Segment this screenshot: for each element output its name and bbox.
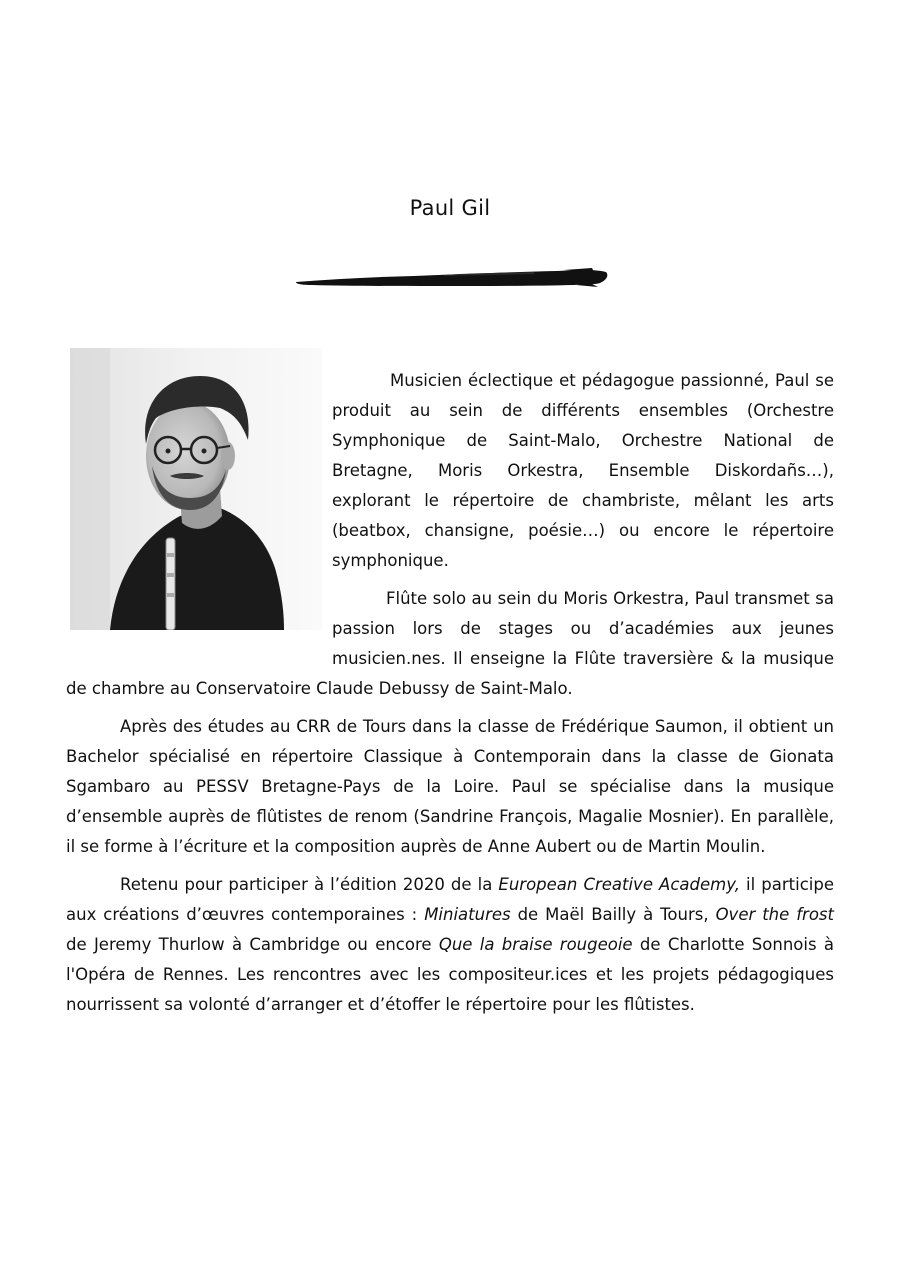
text-span: de Jeremy Thurlow à Cambridge ou encore <box>66 935 439 954</box>
portrait-photo <box>70 348 322 630</box>
biography-text <box>66 366 834 1028</box>
italic-title-que-la-braise: Que la braise rougeoie <box>438 935 633 954</box>
brush-stroke-divider <box>294 266 610 292</box>
page-title: Paul Gil <box>409 196 491 220</box>
text-span: de Charlotte Sonnois à l'Opéra de Rennes. Les rencontres avec les compositeur.ices et les projets pédagogiques nourrissent sa volonté d’arranger et d’étoffer le répertoire pour les flûtistes. <box>66 935 834 1014</box>
paragraph-studies: Après des études au CRR de Tours dans la classe de Frédérique Saumon, il obtient un Bachelor spécialisé en répertoire Classique à Contemporain dans la classe de Gionata Sgambaro au PESSV Bretagne-Pays de la Loire. Paul se spécialise dans la musique d’ensemble auprès de flûtistes de renom (Sandrine François, Magalie Mosnier). En parallèle, il se forme à l’écriture et la composition auprès de Anne Aubert ou de Martin Moulin. <box>66 717 834 856</box>
italic-title-miniatures: Miniatures <box>424 905 511 924</box>
text-span: Retenu pour participer à l’édition 2020 de la <box>120 875 499 894</box>
italic-title-over-the-frost: Over the frost <box>715 905 834 924</box>
italic-title-academy: European Creative Academy, <box>498 875 740 894</box>
paragraph-creations <box>66 870 834 1020</box>
text-span: il participe aux créations d’œuvres contemporaines : <box>66 875 834 924</box>
text-span: de Maël Bailly à Tours, <box>510 905 716 924</box>
paragraph-intro: Musicien éclectique et pédagogue passionné, Paul se produit au sein de différents ensembles (Orchestre Symphonique de Saint-Malo, Orchestre National de Bretagne, Moris Orkestra, Ensemble Diskordañs…), explorant le répertoire de chambriste, mêlant les arts (beatbox, chansigne, poésie…) ou encore le répertoire symphonique. <box>332 371 834 570</box>
paragraph-teaching: Flûte solo au sein du Moris Orkestra, Paul transmet sa passion lors de stages ou d’académies aux jeunes musicien.nes. Il enseigne la Flûte traversière & la musique de chambre au Conservatoire Claude Debussy de Saint-Malo. <box>66 589 834 698</box>
